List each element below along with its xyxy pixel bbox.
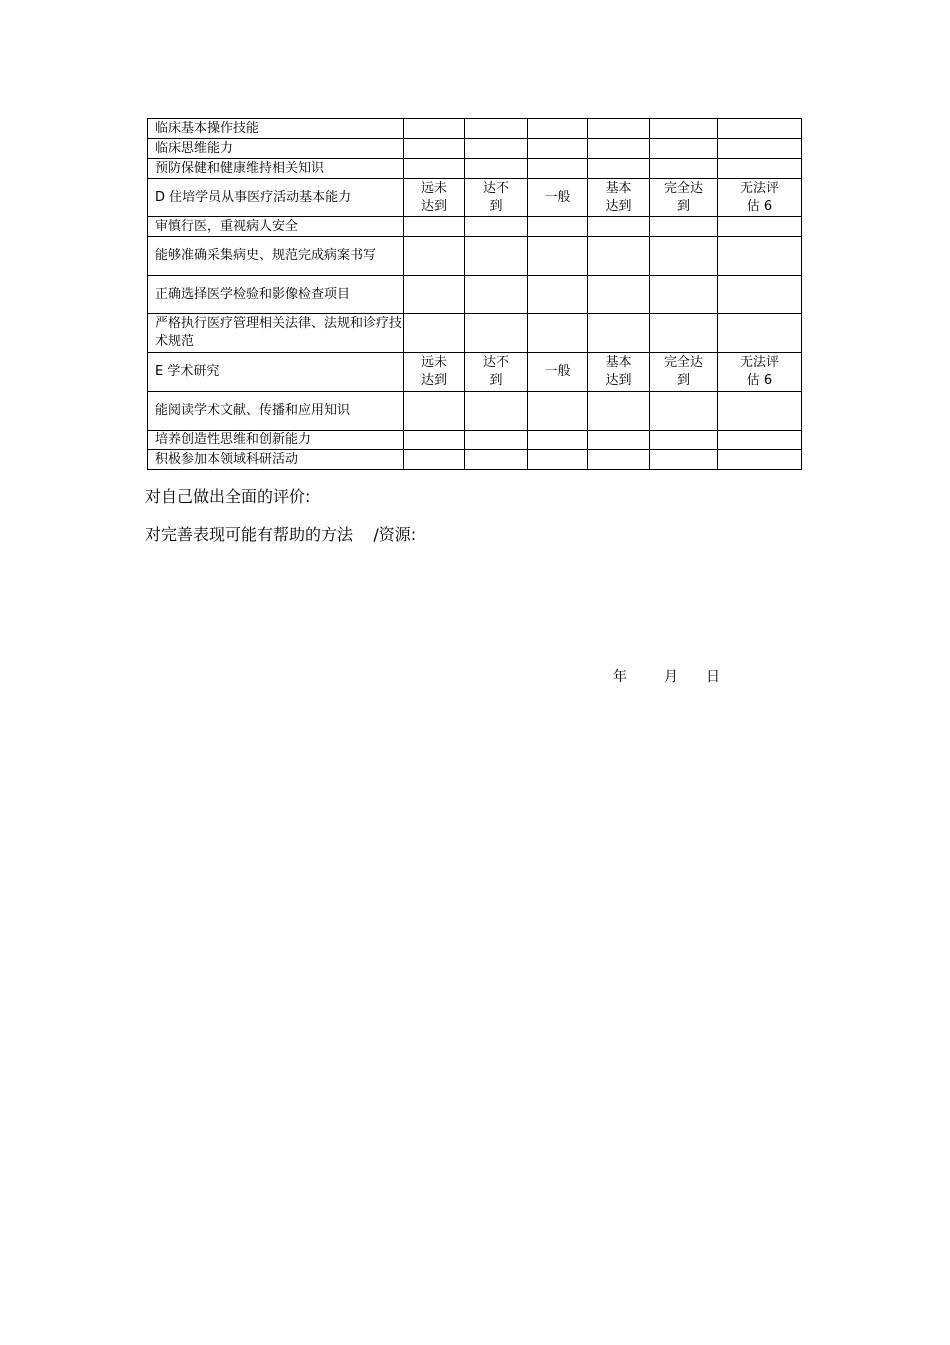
rating-cell[interactable]: [528, 119, 588, 139]
date-month-label: 月: [664, 669, 678, 685]
rating-cell[interactable]: [718, 139, 802, 159]
rating-cell[interactable]: [718, 450, 802, 470]
row-label: D 住培学员从事医疗活动基本能力: [155, 189, 352, 205]
row-label-cell: [148, 237, 404, 276]
row-label: 能阅读学术文献、传播和应用知识: [155, 403, 351, 418]
rating-cell[interactable]: [465, 314, 528, 353]
table-row: [148, 179, 802, 217]
table-row: [148, 237, 802, 276]
rating-cell[interactable]: [404, 119, 465, 139]
evaluation-table-body: [148, 119, 802, 470]
row-label: 预防保健和健康维持相关知识: [155, 160, 325, 176]
rating-cell[interactable]: [650, 392, 718, 431]
row-label: 能够准确采集病史、规范完成病案书写: [155, 248, 377, 263]
table-row: [148, 159, 802, 179]
rating-cell[interactable]: [588, 139, 650, 159]
rating-option-header: 完全达 到: [650, 179, 718, 217]
rating-cell[interactable]: [718, 159, 802, 179]
rating-cell[interactable]: [718, 119, 802, 139]
improvement-label: 对完善表现可能有帮助的方法 /资源:: [145, 525, 417, 544]
table-row: [148, 392, 802, 431]
rating-option-header: 达不 到: [465, 353, 528, 392]
rating-cell[interactable]: [465, 276, 528, 314]
table-row: [148, 119, 802, 139]
self-evaluation-label: 对自己做出全面的评价:: [145, 487, 311, 506]
table-row: [148, 450, 802, 470]
rating-cell[interactable]: [650, 217, 718, 237]
rating-cell[interactable]: [588, 314, 650, 353]
row-label: E 学术研究: [155, 364, 220, 379]
row-label-cell: [148, 431, 404, 450]
rating-cell[interactable]: [528, 314, 588, 353]
row-label-cell: [148, 119, 404, 139]
rating-cell[interactable]: [528, 237, 588, 276]
row-label: 审慎行医，重视病人安全: [155, 218, 299, 234]
rating-cell[interactable]: [650, 159, 718, 179]
rating-cell[interactable]: [465, 159, 528, 179]
rating-cell[interactable]: [404, 217, 465, 237]
rating-cell[interactable]: [588, 119, 650, 139]
rating-cell[interactable]: [404, 237, 465, 276]
rating-cell[interactable]: [465, 217, 528, 237]
rating-cell[interactable]: [718, 217, 802, 237]
row-label: 临床基本操作技能: [155, 120, 260, 136]
date-day-label: 日: [706, 669, 720, 685]
rating-cell[interactable]: [404, 276, 465, 314]
row-label: 临床思维能力: [155, 140, 234, 156]
rating-option-header: 无法评 估 6: [718, 179, 802, 217]
table-row: [148, 353, 802, 392]
rating-cell[interactable]: [465, 450, 528, 470]
row-label-cell: [148, 159, 404, 179]
rating-cell[interactable]: [588, 217, 650, 237]
rating-cell[interactable]: [528, 450, 588, 470]
row-label-cell: [148, 179, 404, 217]
rating-option-header: 远未 达到: [404, 353, 465, 392]
row-label: 严格执行医疗管理相关法律、法规和诊疗技术规范: [155, 316, 403, 349]
rating-cell[interactable]: [465, 237, 528, 276]
table-row: [148, 139, 802, 159]
date-year-label: 年: [613, 669, 627, 685]
row-label-cell: [148, 217, 404, 237]
rating-cell[interactable]: [718, 237, 802, 276]
rating-option-header: 远未 达到: [404, 179, 465, 217]
rating-cell[interactable]: [588, 159, 650, 179]
table-row: [148, 431, 802, 450]
rating-cell[interactable]: [650, 119, 718, 139]
rating-option-header: 无法评 估 6: [718, 353, 802, 392]
row-label-cell: [148, 314, 404, 353]
rating-cell[interactable]: [718, 276, 802, 314]
rating-cell[interactable]: [465, 119, 528, 139]
rating-cell[interactable]: [465, 431, 528, 450]
rating-cell[interactable]: [650, 450, 718, 470]
rating-cell[interactable]: [588, 450, 650, 470]
row-label-cell: [148, 353, 404, 392]
evaluation-table: [147, 118, 802, 470]
table-row: [148, 276, 802, 314]
rating-cell[interactable]: [650, 431, 718, 450]
rating-cell[interactable]: [404, 450, 465, 470]
rating-cell[interactable]: [528, 217, 588, 237]
rating-cell[interactable]: [404, 314, 465, 353]
rating-option-header: 基本 达到: [588, 179, 650, 217]
rating-option-header: 一般: [528, 179, 588, 217]
table-row: [148, 314, 802, 353]
row-label-cell: [148, 392, 404, 431]
rating-cell[interactable]: [465, 139, 528, 159]
rating-cell[interactable]: [588, 276, 650, 314]
rating-cell[interactable]: [528, 139, 588, 159]
rating-cell[interactable]: [718, 392, 802, 431]
rating-cell[interactable]: [718, 314, 802, 353]
rating-cell[interactable]: [404, 431, 465, 450]
row-label: 培养创造性思维和创新能力: [155, 432, 312, 447]
rating-cell[interactable]: [404, 139, 465, 159]
rating-cell[interactable]: [588, 431, 650, 450]
row-label-cell: [148, 139, 404, 159]
rating-cell[interactable]: [588, 237, 650, 276]
rating-cell[interactable]: [528, 431, 588, 450]
table-row: [148, 217, 802, 237]
row-label: 正确选择医学检验和影像检查项目: [155, 286, 351, 302]
rating-cell[interactable]: [718, 431, 802, 450]
row-label-cell: [148, 276, 404, 314]
rating-cell[interactable]: [650, 237, 718, 276]
rating-cell[interactable]: [650, 314, 718, 353]
row-label-cell: [148, 450, 404, 470]
rating-cell[interactable]: [528, 392, 588, 431]
rating-cell[interactable]: [650, 139, 718, 159]
rating-cell[interactable]: [404, 392, 465, 431]
rating-option-header: 达不 到: [465, 179, 528, 217]
rating-cell[interactable]: [528, 159, 588, 179]
rating-cell[interactable]: [650, 276, 718, 314]
rating-option-header: 完全达 到: [650, 353, 718, 392]
rating-cell[interactable]: [528, 276, 588, 314]
rating-cell[interactable]: [588, 392, 650, 431]
rating-cell[interactable]: [404, 159, 465, 179]
rating-cell[interactable]: [465, 392, 528, 431]
row-label: 积极参加本领域科研活动: [155, 451, 299, 467]
rating-option-header: 一般: [528, 353, 588, 392]
rating-option-header: 基本 达到: [588, 353, 650, 392]
